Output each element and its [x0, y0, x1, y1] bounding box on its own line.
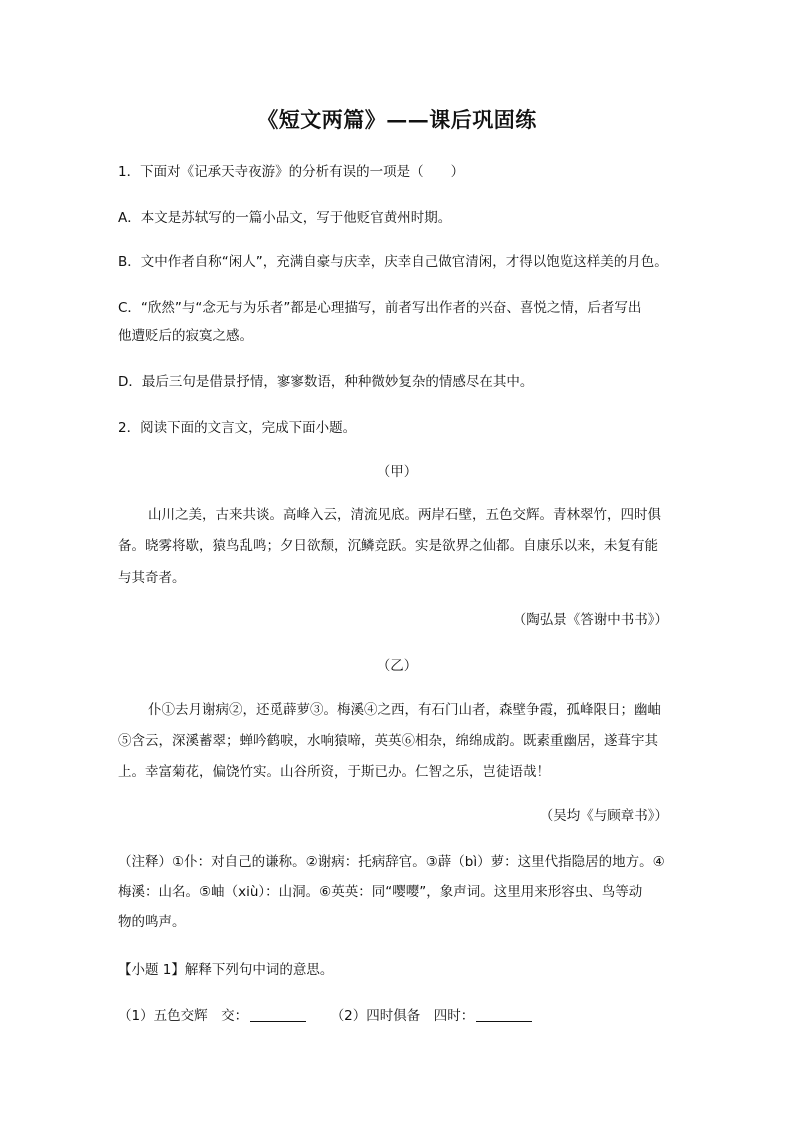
answer-blank-1[interactable]	[250, 1007, 306, 1022]
page-title: 《短文两篇》——课后巩固练	[257, 107, 537, 132]
subquestion-1-title: 【小题 1】解释下列句中词的意思。	[118, 962, 334, 978]
passage-jia-source: （陶弘景《答谢中书书》）	[512, 612, 668, 628]
passage-yi-source: （吴均《与顾章书》）	[539, 808, 668, 824]
item-2-label: （2）四时俱备 四时：	[330, 1008, 475, 1024]
item-1-label: （1）五色交辉 交：	[118, 1008, 249, 1024]
question-1-stem: 1．下面对《记承天寺夜游》的分析有误的一项是（ ）	[118, 164, 465, 180]
passage-yi-line-2: ⑤含云，深溪蓄翠；蝉吟鹤唳，水响猿啼，英英⑥相杂，绵绵成韵。既素重幽居，遂葺宇其	[118, 733, 658, 749]
notes-line-3: 物的鸣声。	[118, 914, 186, 930]
subquestion-1-items	[118, 1004, 532, 1024]
option-c-line-2: 他遭贬后的寂寞之感。	[118, 328, 253, 344]
passage-jia-line-2: 备。晓雾将歇，猿鸟乱鸣；夕日欲颓，沉鳞竞跃。实是欲界之仙都。自康乐以来，未复有能	[118, 538, 658, 554]
passage-yi-line-3: 上。幸富菊花，偏饶竹实。山谷所资，于斯已办。仁智之乐，岂徒语哉！	[118, 764, 550, 780]
passage-jia-line-1: 山川之美，古来共谈。高峰入云，清流见底。两岸石壁，五色交辉。青林翠竹，四时俱	[148, 507, 661, 523]
option-b: B．文中作者自称“闲人”，充满自豪与庆幸，庆幸自己做官清闲，才得以饱览这样美的月色。	[118, 254, 668, 270]
option-a: A．本文是苏轼写的一篇小品文，写于他贬官黄州时期。	[118, 210, 452, 226]
answer-blank-2[interactable]	[476, 1007, 532, 1022]
passage-yi-line-1: 仆①去月谢病②，还觅薜萝③。梅溪④之西，有石门山者，森壁争霞，孤峰限日；幽岫	[148, 702, 661, 718]
passage-jia-line-3: 与其奇者。	[118, 570, 186, 586]
option-d: D．最后三句是借景抒情，寥寥数语，种种微妙复杂的情感尽在其中。	[118, 374, 534, 390]
notes-line-1: （注释）①仆：对自己的谦称。②谢病：托病辞官。③薜（bì）萝：这里代指隐居的地方。④	[118, 854, 665, 870]
option-c-line-1: C．“欣然”与“念无与为乐者”都是心理描写，前者写出作者的兴奋、喜悦之情，后者写出	[118, 300, 642, 316]
passage-jia-label: （甲）	[376, 464, 418, 480]
passage-yi-label: （乙）	[376, 658, 418, 674]
notes-line-2: 梅溪：山名。⑤岫（xiù）：山洞。⑥英英：同“嘤嘤”，象声词。这里用来形容虫、鸟等动	[118, 884, 643, 900]
question-2-stem: 2．阅读下面的文言文，完成下面小题。	[118, 420, 357, 436]
